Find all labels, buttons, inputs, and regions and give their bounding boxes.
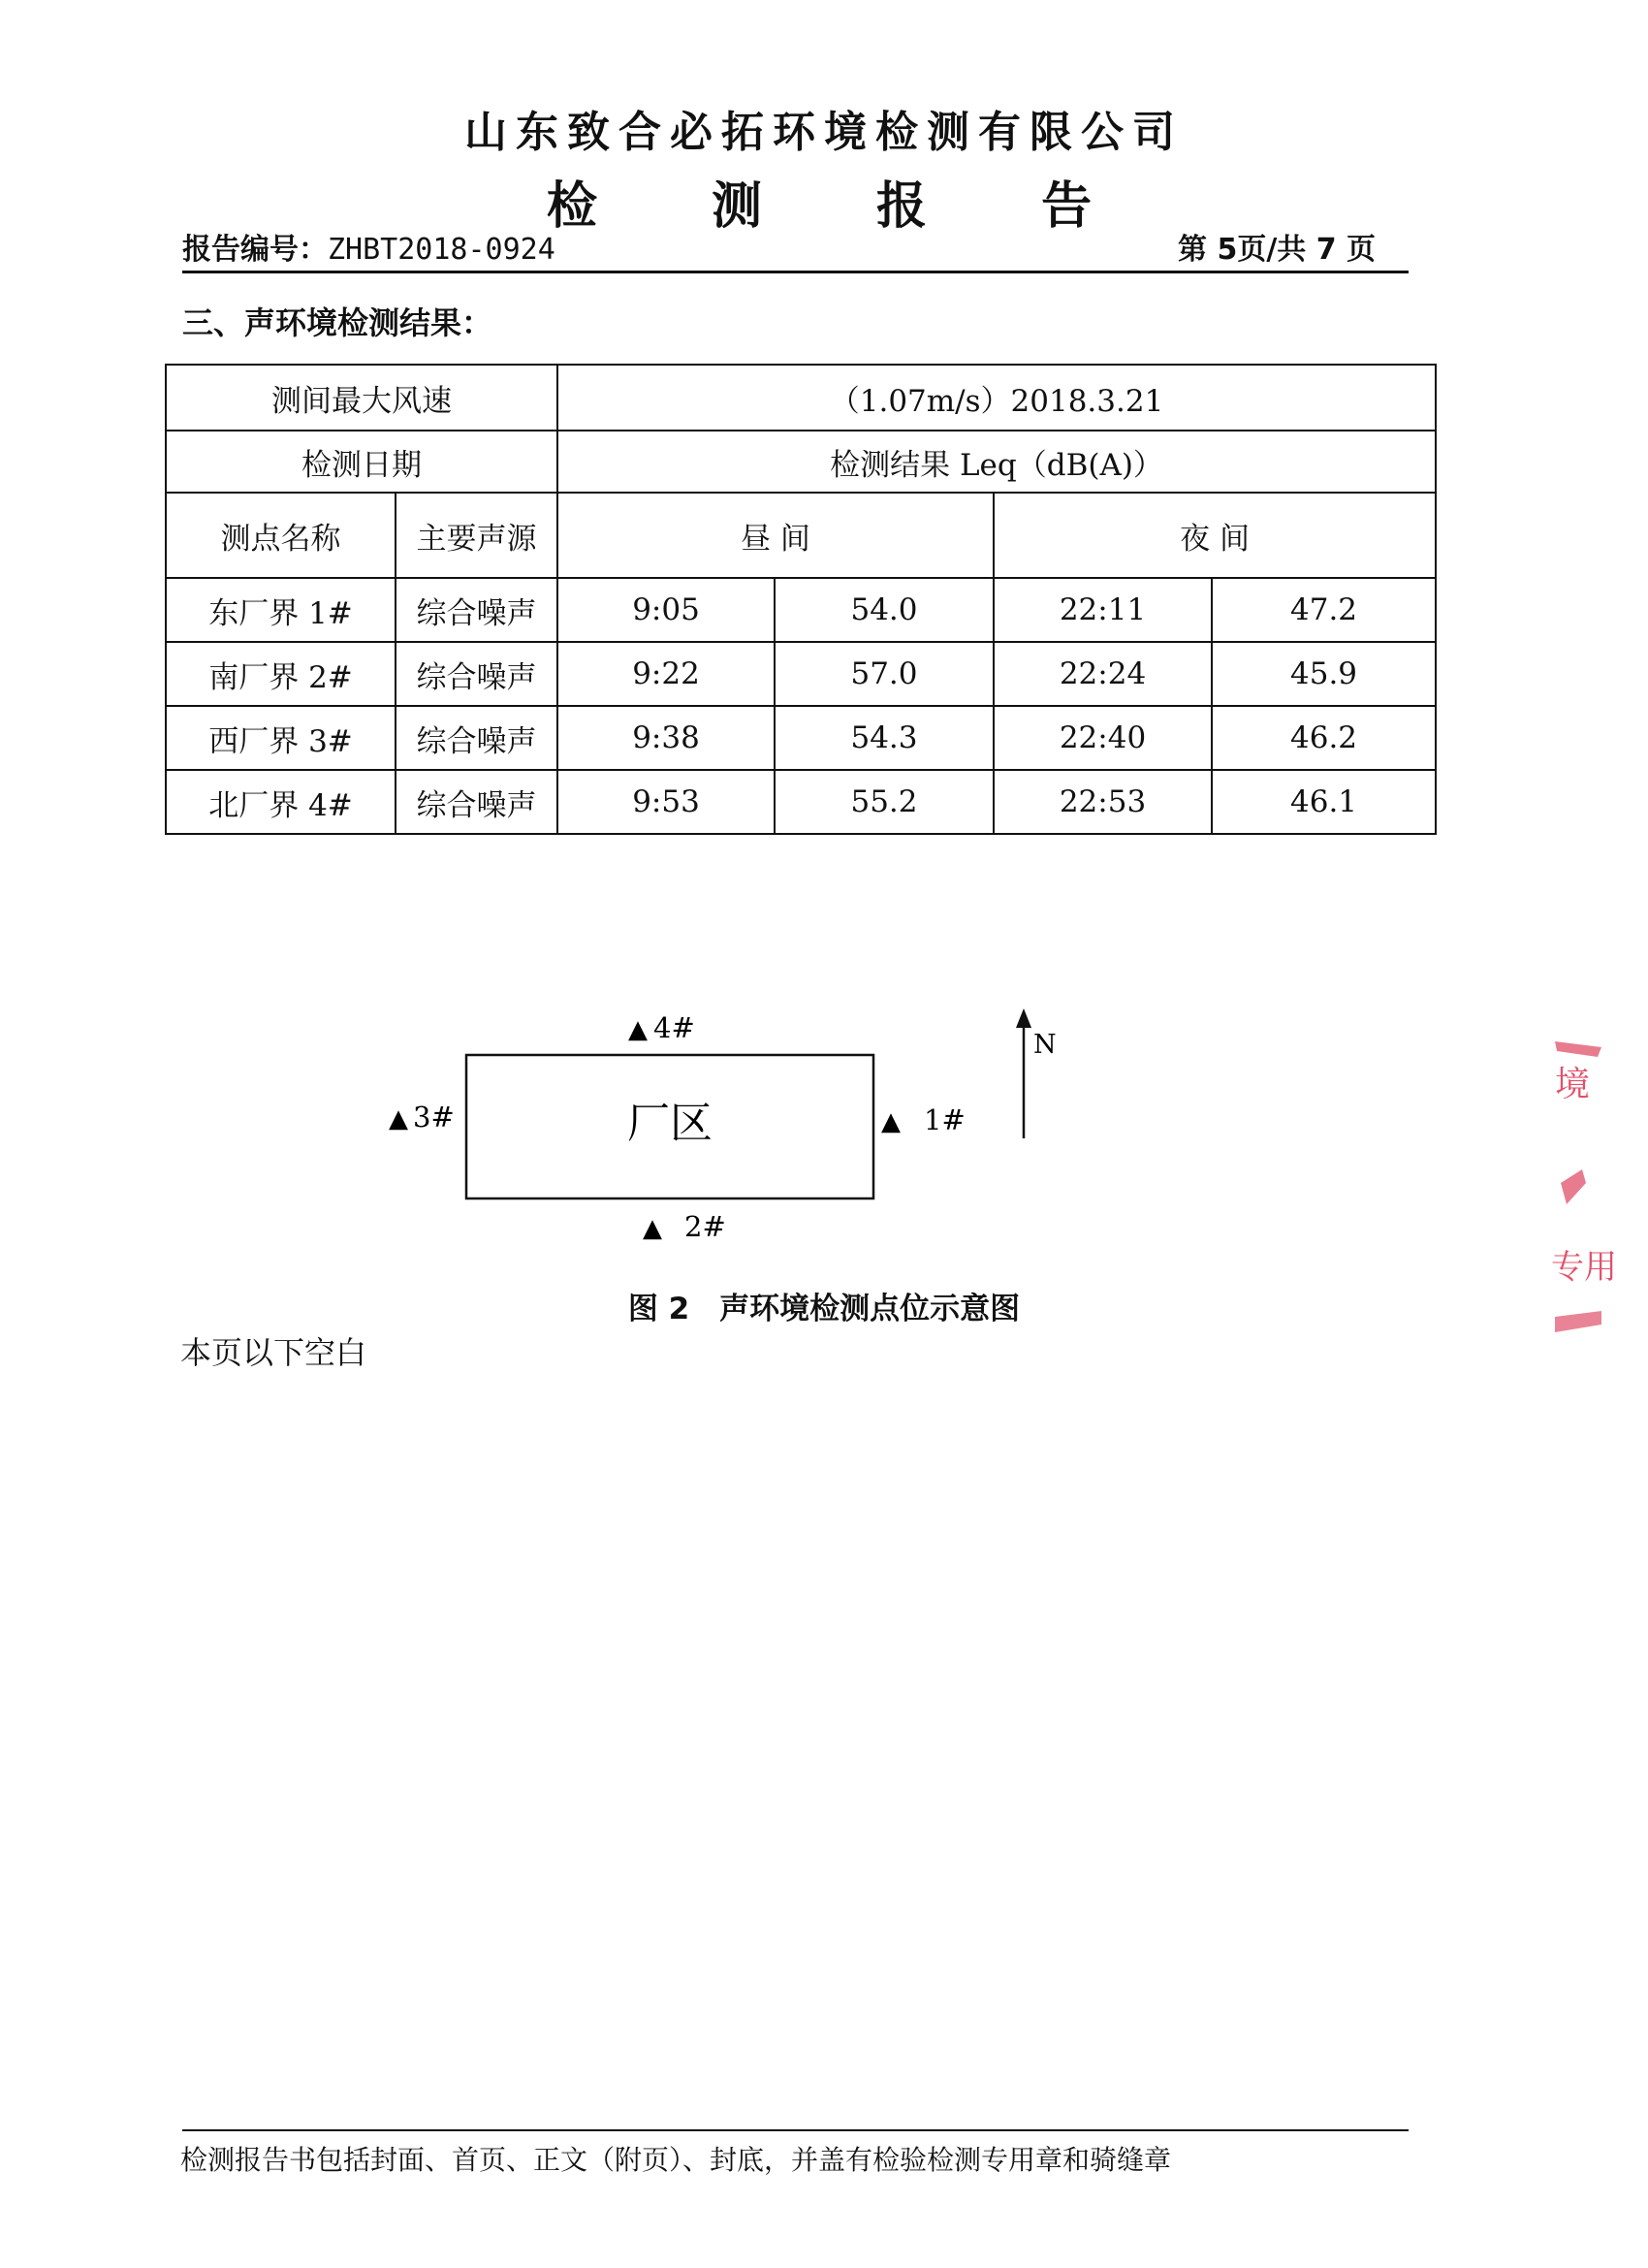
footer-note: 检测报告书包括封面、首页、正文（附页）、封底，并盖有检验检测专用章和骑缝章 (180, 2144, 1172, 2176)
point-2-marker-icon: ▲ (643, 1214, 662, 1243)
footer-divider (182, 2129, 1409, 2131)
table-header-row (166, 493, 1436, 578)
night-value: 47.2 (1212, 578, 1436, 642)
noise-source: 综合噪声 (396, 706, 557, 770)
day-time: 9:22 (557, 642, 775, 706)
test-date-label: 检测日期 (166, 431, 557, 493)
night-value: 46.1 (1212, 770, 1436, 834)
table-row (166, 770, 1436, 834)
point-3-label: 3# (413, 1101, 455, 1134)
table-row (166, 642, 1436, 706)
noise-source: 综合噪声 (396, 642, 557, 706)
wind-speed-value: （1.07m/s）2018.3.21 (557, 365, 1436, 431)
col-header-night: 夜 间 (994, 493, 1436, 578)
point-name: 东厂界 1# (166, 578, 396, 642)
report-number (182, 225, 555, 268)
day-value: 54.3 (775, 706, 994, 770)
stamp-char-2: 专用 (1551, 1248, 1617, 1287)
header-divider (182, 271, 1409, 273)
point-2-label: 2# (684, 1210, 726, 1243)
point-3-marker-icon: ▲ (389, 1104, 408, 1134)
table-row-wind (166, 365, 1436, 431)
table-row-date (166, 431, 1436, 493)
day-time: 9:05 (557, 578, 775, 642)
table-row (166, 578, 1436, 642)
wind-speed-label: 测间最大风速 (166, 365, 557, 431)
night-value: 46.2 (1212, 706, 1436, 770)
north-arrow-icon (1016, 1008, 1031, 1138)
night-time: 22:53 (994, 770, 1212, 834)
day-time: 9:38 (557, 706, 775, 770)
monitoring-point-diagram (368, 999, 1105, 1261)
point-1-marker-icon: ▲ (881, 1107, 901, 1136)
noise-results-table (165, 364, 1437, 835)
col-header-point: 测点名称 (166, 493, 396, 578)
night-value: 45.9 (1212, 642, 1436, 706)
night-time: 22:11 (994, 578, 1212, 642)
day-value: 54.0 (775, 578, 994, 642)
result-label: 检测结果 Leq（dB(A)） (557, 431, 1436, 493)
point-name: 南厂界 2# (166, 642, 396, 706)
col-header-day: 昼 间 (557, 493, 994, 578)
company-name: 山东致合必拓环境检测有限公司 (464, 108, 1184, 157)
noise-source: 综合噪声 (396, 578, 557, 642)
north-label: N (1033, 1030, 1057, 1060)
day-value: 57.0 (775, 642, 994, 706)
seal-stamp-fragment (1549, 1038, 1617, 1348)
point-name: 北厂界 4# (166, 770, 396, 834)
figure-caption: 图 2 声环境检测点位示意图 (627, 1292, 1021, 1326)
plant-area-label: 厂区 (627, 1099, 713, 1148)
stamp-char-1: 境 (1555, 1065, 1591, 1104)
section-title: 三、声环境检测结果： (182, 304, 493, 341)
point-4-label: 4# (653, 1011, 695, 1044)
day-value: 55.2 (775, 770, 994, 834)
day-time: 9:53 (557, 770, 775, 834)
night-time: 22:24 (994, 642, 1212, 706)
page-indicator: 第 5页/共 7 页 (1178, 233, 1377, 267)
noise-source: 综合噪声 (396, 770, 557, 834)
report-number-value: ZHBT2018-0924 (328, 233, 555, 267)
col-header-source: 主要声源 (396, 493, 557, 578)
point-1-label: 1# (924, 1103, 966, 1136)
report-title: 检 测 报 告 (546, 177, 1141, 236)
blank-page-note: 本页以下空白 (180, 1334, 367, 1371)
night-time: 22:40 (994, 706, 1212, 770)
table-row (166, 706, 1436, 770)
point-4-marker-icon: ▲ (628, 1015, 648, 1044)
report-number-label: 报告编号： (182, 233, 328, 267)
point-name: 西厂界 3# (166, 706, 396, 770)
